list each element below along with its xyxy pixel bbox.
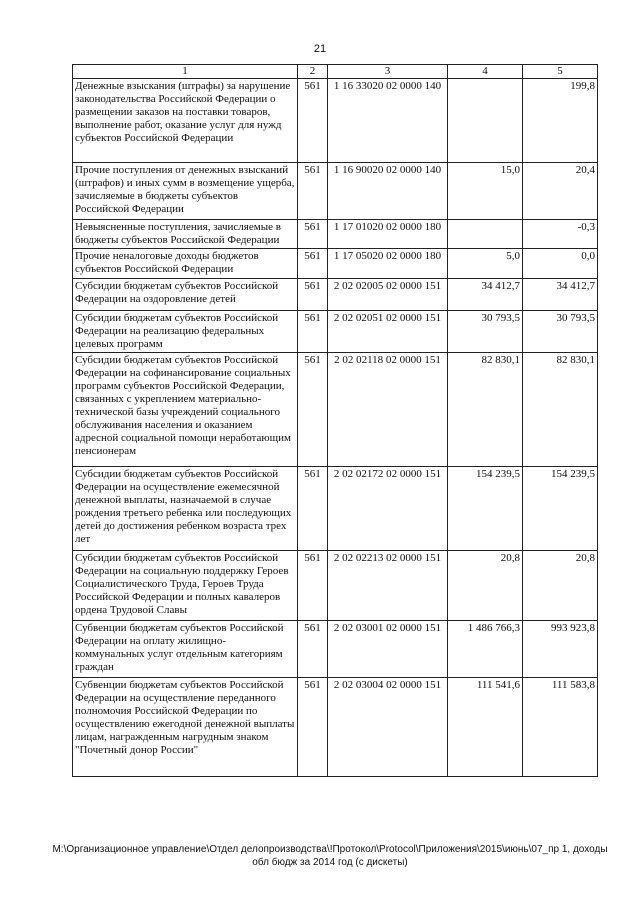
plan-value-cell [448,79,523,163]
revenue-name-cell: Субсидии бюджетам субъектов Российской Федерации на софинансирование социальных программ субъектов Российской Федерации, связанных с укреплением материально-технической базы учреждений социального обслуживания населения и оказанием адресной социальной помощи неработающим пенсионерам [73,353,298,467]
plan-value-cell: 15,0 [448,163,523,220]
classification-code-cell: 1 16 90020 02 0000 140 [328,163,448,220]
fact-value-cell: 30 793,5 [523,311,598,353]
plan-value-cell: 111 541,6 [448,678,523,777]
table-row [73,678,598,777]
admin-code-cell: 561 [298,249,328,279]
table-row [73,249,598,279]
fact-value-cell: 20,4 [523,163,598,220]
classification-code-cell: 1 17 05020 02 0000 180 [328,249,448,279]
classification-code-cell: 2 02 02172 02 0000 151 [328,467,448,551]
plan-value-cell: 154 239,5 [448,467,523,551]
table-row [73,279,598,311]
fact-value-cell: 0,0 [523,249,598,279]
column-header-4: 4 [448,65,523,79]
footer-path-line: М:\Организационное управление\Отдел делопроизводства\!Протокол\Protocol\Приложения\2015\июнь\07_пр 1, доходы [52,844,608,855]
revenue-name-cell: Денежные взыскания (штрафы) за нарушение законодательства Российской Федерации о размещении заказов на поставки товаров, выполнение работ, оказание услуг для нужд субъектов Российской Федерации [73,79,298,163]
fact-value-cell: 82 830,1 [523,353,598,467]
fact-value-cell: 154 239,5 [523,467,598,551]
admin-code-cell: 561 [298,163,328,220]
page-number: 21 [313,43,327,55]
classification-code-cell: 2 02 02118 02 0000 151 [328,353,448,467]
table-row [73,353,598,467]
footer-file-path [40,843,620,869]
plan-value-cell: 82 830,1 [448,353,523,467]
admin-code-cell: 561 [298,678,328,777]
table-row [73,79,598,163]
revenue-name-cell: Прочие поступления от денежных взысканий (штрафов) и иных сумм в возмещение ущерба, зачисляемые в бюджеты субъектов Российской Федерации [73,163,298,220]
revenue-name-cell: Прочие неналоговые доходы бюджетов субъектов Российской Федерации [73,249,298,279]
table-row [73,163,598,220]
column-header-1: 1 [73,65,298,79]
admin-code-cell: 561 [298,551,328,621]
admin-code-cell: 561 [298,353,328,467]
revenue-name-cell: Невыясненные поступления, зачисляемые в бюджеты субъектов Российской Федерации [73,220,298,249]
fact-value-cell: 20,8 [523,551,598,621]
revenue-name-cell: Субсидии бюджетам субъектов Российской Федерации на оздоровление детей [73,279,298,311]
revenue-name-cell: Субсидии бюджетам субъектов Российской Федерации на осуществление ежемесячной денежной выплаты, назначаемой в случае рождения третьего ребенка или последующих детей до достижения ребенком возраста трех лет [73,467,298,551]
fact-value-cell: 993 923,8 [523,621,598,678]
admin-code-cell: 561 [298,279,328,311]
footer-path-line: обл бюдж за 2014 год (с дискеты) [252,857,408,868]
classification-code-cell: 2 02 02051 02 0000 151 [328,311,448,353]
fact-value-cell: 199,8 [523,79,598,163]
table-row [73,220,598,249]
plan-value-cell: 30 793,5 [448,311,523,353]
plan-value-cell: 34 412,7 [448,279,523,311]
classification-code-cell: 1 17 01020 02 0000 180 [328,220,448,249]
admin-code-cell: 561 [298,220,328,249]
column-header-3: 3 [328,65,448,79]
classification-code-cell: 1 16 33020 02 0000 140 [328,79,448,163]
table-row [73,311,598,353]
table-row [73,467,598,551]
revenue-name-cell: Субсидии бюджетам субъектов Российской Федерации на реализацию федеральных целевых программ [73,311,298,353]
table-row [73,621,598,678]
revenue-name-cell: Субсидии бюджетам субъектов Российской Федерации на социальную поддержку Героев Социалистического Труда, Героев Труда Российской Федерации и полных кавалеров ордена Трудовой Славы [73,551,298,621]
admin-code-cell: 561 [298,79,328,163]
classification-code-cell: 2 02 02213 02 0000 151 [328,551,448,621]
admin-code-cell: 561 [298,311,328,353]
fact-value-cell: 111 583,8 [523,678,598,777]
plan-value-cell: 5,0 [448,249,523,279]
classification-code-cell: 2 02 02005 02 0000 151 [328,279,448,311]
plan-value-cell: 20,8 [448,551,523,621]
column-header-5: 5 [523,65,598,79]
revenue-name-cell: Субвенции бюджетам субъектов Российской Федерации на осуществление переданного полномочия Российской Федерации по осуществлению ежегодной денежной выплаты лицам, награжденным нагрудным знаком "Почетный донор России" [73,678,298,777]
revenue-name-cell: Субвенции бюджетам субъектов Российской Федерации на оплату жилищно-коммунальных услуг отдельным категориям граждан [73,621,298,678]
fact-value-cell: -0,3 [523,220,598,249]
table-row [73,551,598,621]
column-header-2: 2 [298,65,328,79]
admin-code-cell: 561 [298,467,328,551]
classification-code-cell: 2 02 03001 02 0000 151 [328,621,448,678]
revenue-table [72,64,598,777]
plan-value-cell [448,220,523,249]
admin-code-cell: 561 [298,621,328,678]
table-header-row [73,65,598,79]
fact-value-cell: 34 412,7 [523,279,598,311]
plan-value-cell: 1 486 766,3 [448,621,523,678]
classification-code-cell: 2 02 03004 02 0000 151 [328,678,448,777]
